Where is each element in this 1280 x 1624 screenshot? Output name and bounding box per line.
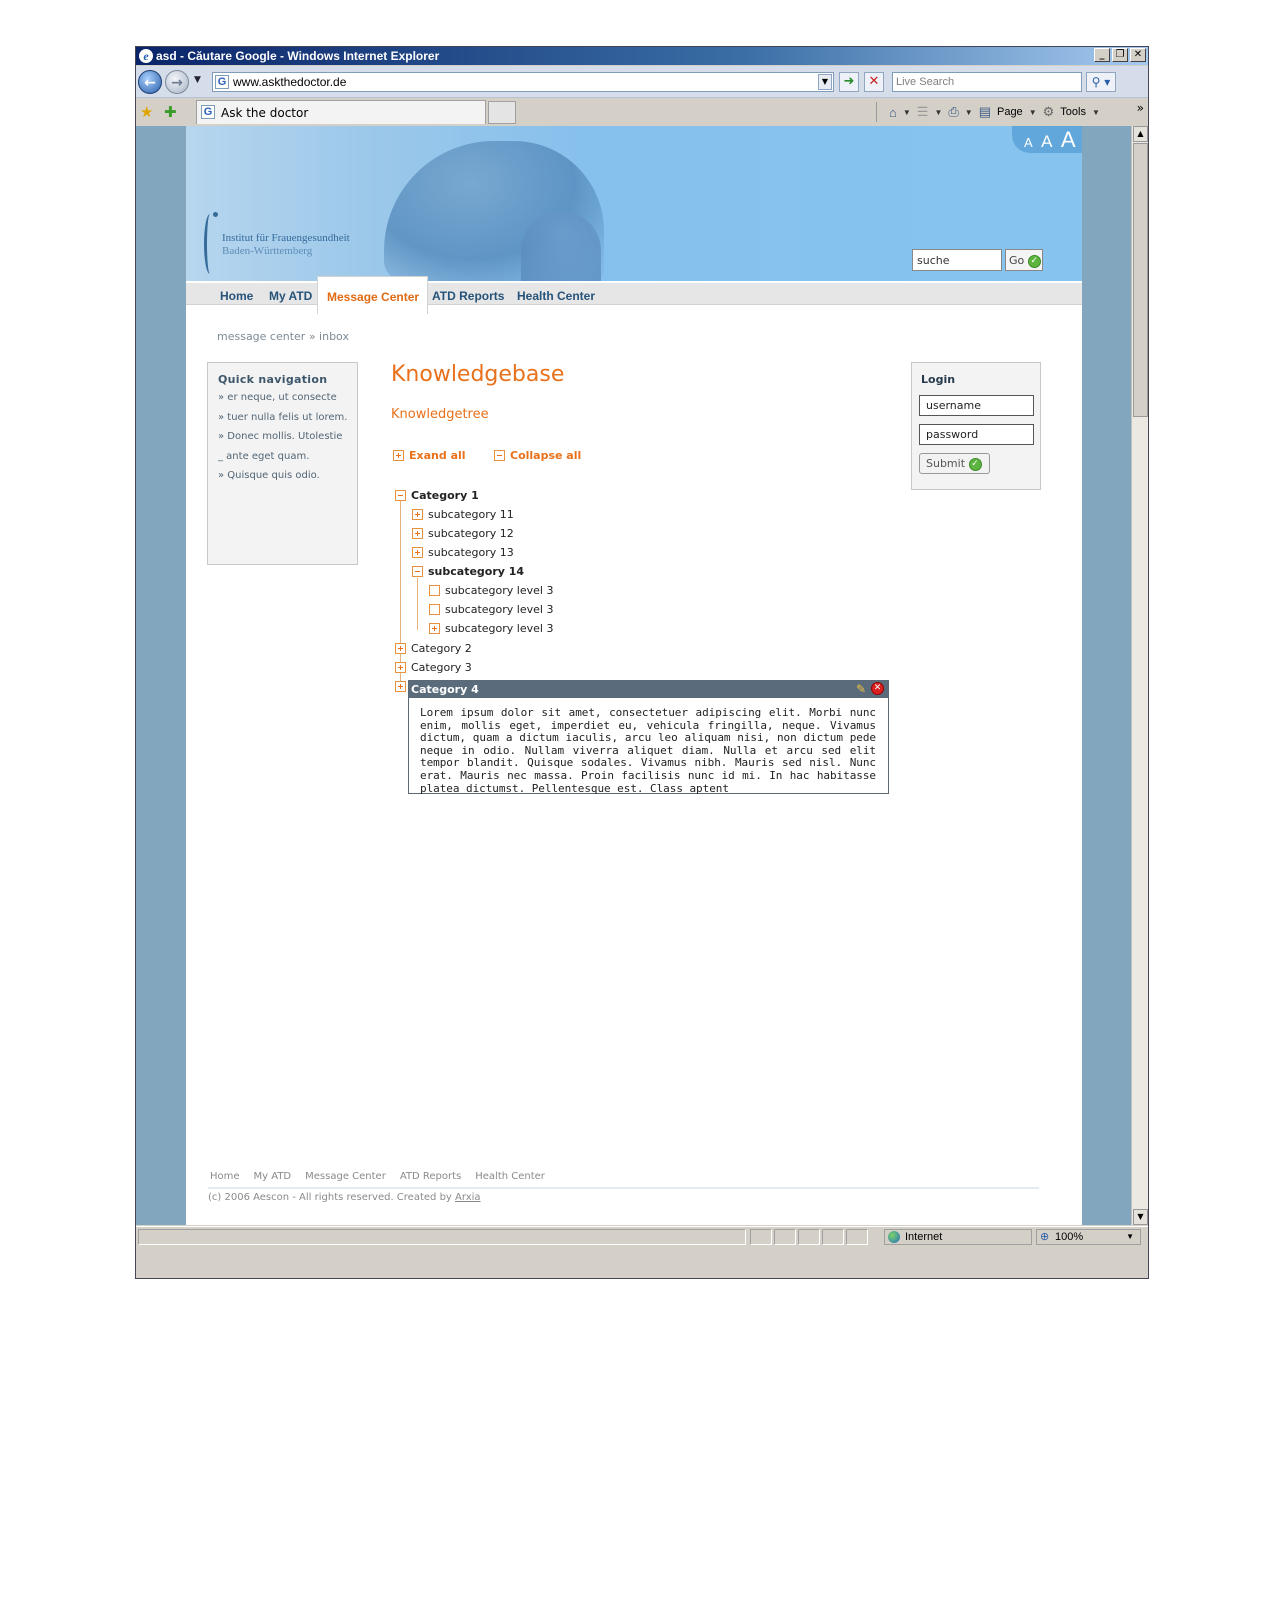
print-icon[interactable]: ⎙	[948, 104, 959, 119]
tree-node-label: subcategory 13	[428, 546, 514, 559]
status-text-cell	[138, 1229, 746, 1245]
tree-node-level-3[interactable]	[429, 622, 553, 635]
status-cell	[822, 1229, 844, 1245]
section-subtitle: Knowledgetree	[391, 407, 489, 422]
scroll-up-icon[interactable]: ▲	[1133, 126, 1148, 142]
copyright	[208, 1192, 481, 1203]
tree-node-category-4[interactable]	[395, 681, 406, 692]
content-viewport	[136, 126, 1131, 1225]
url-text: www.askthedoctor.de	[233, 75, 347, 89]
expand-icon[interactable]	[429, 623, 440, 634]
home-icon[interactable]: ⌂	[889, 104, 897, 120]
search-icon[interactable]: ⚲ ▾	[1086, 72, 1116, 92]
tree-node-label: subcategory level 3	[445, 584, 554, 597]
web-page	[186, 126, 1082, 1225]
site-header	[186, 126, 1082, 281]
submit-button[interactable]	[919, 453, 990, 474]
tools-gear-icon: ⚙	[1042, 104, 1055, 119]
tree-node-label: Category 3	[411, 661, 472, 674]
status-bar	[136, 1226, 1148, 1246]
feeds-icon[interactable]: ☰	[916, 104, 929, 119]
site-logo[interactable]	[222, 232, 350, 258]
collapse-icon[interactable]	[412, 566, 423, 577]
leaf-icon	[429, 604, 440, 615]
checkmark-icon: ✓	[1028, 255, 1041, 268]
browser-tab[interactable]	[196, 100, 486, 124]
tree-node-subcategory-11[interactable]	[412, 508, 514, 521]
separator	[876, 102, 877, 122]
site-favicon-icon: G	[215, 75, 229, 89]
expand-icon[interactable]	[412, 509, 423, 520]
tree-node-category-1[interactable]	[395, 489, 479, 502]
add-favorite-icon[interactable]: ✚	[164, 103, 177, 121]
tree-connector-line	[400, 500, 401, 686]
nav-atd-reports[interactable]: ATD Reports	[432, 289, 505, 303]
go-label: Go	[1009, 254, 1025, 267]
nav-home[interactable]: Home	[220, 289, 254, 303]
title-bar	[136, 47, 1148, 65]
creator-link[interactable]: Arxia	[455, 1192, 481, 1203]
expand-icon[interactable]	[395, 681, 406, 692]
logo-icon	[204, 214, 216, 274]
tree-node-label: Category 2	[411, 642, 472, 655]
forward-button[interactable]: →	[165, 70, 189, 94]
expand-icon[interactable]	[395, 643, 406, 654]
category-detail-popup	[408, 680, 889, 794]
quick-nav-item[interactable]: » er neque, ut consecte	[218, 392, 337, 403]
print-dropdown-icon[interactable]: ▼	[964, 107, 973, 117]
tree-node-label: subcategory 14	[428, 565, 525, 578]
quick-nav-item[interactable]: » tuer nulla felis ut lorem.	[218, 411, 348, 423]
nav-message-center[interactable]: Message Center	[317, 276, 428, 314]
footer-link-home[interactable]: Home	[210, 1171, 240, 1182]
nav-my-atd[interactable]: My ATD	[269, 289, 313, 303]
zone-label: Internet	[905, 1231, 943, 1243]
header-photo-shoulder	[521, 211, 601, 281]
quick-nav-title: Quick navigation	[218, 373, 328, 386]
zoom-control[interactable]	[1036, 1229, 1141, 1245]
tree-node-label: Category 1	[411, 489, 479, 502]
tab-bar	[136, 99, 1148, 125]
page-dropdown-icon[interactable]: ▼	[1028, 107, 1037, 117]
tree-node-subcategory-12[interactable]	[412, 527, 514, 540]
expand-icon[interactable]	[412, 547, 423, 558]
plus-icon	[393, 450, 404, 461]
tree-node-label: subcategory 11	[428, 508, 514, 521]
expand-icon[interactable]	[395, 662, 406, 673]
tools-dropdown-icon[interactable]: ▼	[1091, 107, 1100, 117]
address-toolbar	[136, 66, 1148, 98]
tree-node-label: subcategory level 3	[445, 622, 554, 635]
tree-node-level-3[interactable]	[429, 584, 553, 597]
main-navigation	[186, 281, 1082, 305]
site-search-input[interactable]: suche	[912, 249, 1002, 271]
close-icon[interactable]: ✕	[871, 682, 884, 695]
window-title: asd - Căutare Google - Windows Internet Explorer	[156, 49, 440, 63]
expand-icon[interactable]	[412, 528, 423, 539]
home-dropdown-icon[interactable]: ▼	[902, 107, 911, 117]
collapse-all-label: Collapse all	[510, 449, 582, 462]
tree-node-subcategory-13[interactable]	[412, 546, 514, 559]
status-cell	[798, 1229, 820, 1245]
feeds-dropdown-icon[interactable]: ▼	[934, 107, 943, 117]
footer-divider	[208, 1187, 1039, 1189]
internet-globe-icon	[888, 1231, 900, 1243]
username-field[interactable]: username	[919, 395, 1034, 416]
status-cell	[750, 1229, 772, 1245]
tree-node-label: subcategory 12	[428, 527, 514, 540]
logo-line-2: Baden-Württemberg	[222, 245, 313, 257]
window-controls	[1094, 48, 1146, 62]
login-title: Login	[921, 373, 956, 386]
expand-all-label: Exand all	[409, 449, 466, 462]
quick-navigation-box	[207, 362, 358, 565]
logo-dot-icon	[213, 212, 218, 217]
tree-node-subcategory-14[interactable]	[412, 565, 524, 578]
status-cell	[846, 1229, 868, 1245]
tab-favicon-icon: G	[201, 105, 215, 119]
vertical-scrollbar[interactable]	[1131, 126, 1148, 1225]
tree-node-category-3[interactable]	[395, 661, 472, 674]
font-size-medium[interactable]: A	[1041, 132, 1053, 151]
page-title: Knowledgebase	[391, 362, 565, 387]
copyright-text: (c) 2006 Aescon - All rights reserved. Created by	[208, 1192, 452, 1203]
live-search-input[interactable]: Live Search	[892, 72, 1082, 92]
zoom-magnifier-icon: ⊕	[1040, 1231, 1050, 1243]
logo-line-1: Institut für Frauengesundheit	[222, 232, 350, 244]
address-dropdown-icon[interactable]: ▼	[818, 74, 832, 90]
footer-link-health-center[interactable]: Health Center	[475, 1171, 545, 1182]
quick-nav-item[interactable]: » Donec mollis. Utolestie	[218, 431, 343, 442]
quick-nav-list	[218, 392, 347, 490]
popup-text: Lorem ipsum dolor sit amet, consectetuer adipiscing elit. Morbi nunc enim, mollis eget, imperdiet eu, vehicula fringilla, neque. Vivamus dictum, quam a dictum iaculis, arcu leo aliquam nisi, non dictum pede neque in odio. Nullam viverra aliquet diam. Nulla et arcu sed elit tempor blandit. Quisque sodales. Vivamus nibh. Mauris sed nisl. Nunc erat. Mauris nec massa. Proin facilisis nunc id mi. In hac habitasse platea dictumst. Pellentesque est. Class aptent	[420, 706, 876, 795]
chevron-more-icon[interactable]: »	[1136, 101, 1144, 115]
back-button[interactable]: ←	[138, 70, 162, 94]
browser-window	[135, 46, 1149, 1279]
footer-link-message-center[interactable]: Message Center	[305, 1171, 386, 1182]
checkmark-icon: ✓	[969, 458, 982, 471]
site-search-go-button[interactable]	[1005, 249, 1043, 271]
tab-title: Ask the doctor	[221, 106, 309, 120]
ie-logo-icon: e	[139, 49, 153, 63]
font-size-controls	[1012, 126, 1082, 153]
footer-links	[210, 1171, 545, 1182]
tree-node-label: subcategory level 3	[445, 603, 554, 616]
tree-node-category-2[interactable]	[395, 642, 472, 655]
security-zone[interactable]	[884, 1229, 1032, 1245]
favorites-star-icon[interactable]: ★	[140, 103, 154, 121]
scrollbar-thumb[interactable]	[1133, 143, 1148, 417]
login-box	[911, 362, 1041, 490]
expand-all-button[interactable]	[393, 449, 466, 462]
font-size-large[interactable]: A	[1060, 127, 1076, 152]
footer-link-atd-reports[interactable]: ATD Reports	[399, 1171, 462, 1182]
leaf-icon	[429, 585, 440, 596]
collapse-all-button[interactable]	[494, 449, 581, 462]
quick-nav-item[interactable]: _ ante eget quam.	[218, 450, 310, 462]
new-tab-button[interactable]	[488, 101, 516, 124]
password-field[interactable]: password	[919, 424, 1034, 445]
zoom-level: 100%	[1055, 1231, 1084, 1243]
scroll-down-icon[interactable]: ▼	[1133, 1209, 1148, 1225]
quick-nav-item[interactable]: » Quisque quis odio.	[218, 470, 320, 481]
tree-node-level-3[interactable]	[429, 603, 553, 616]
history-dropdown-icon[interactable]: ▼	[194, 75, 201, 85]
stop-button[interactable]: ✕	[864, 72, 884, 92]
popup-title: Category 4	[411, 683, 479, 696]
status-cell	[774, 1229, 796, 1245]
close-window-button[interactable]: ✕	[1130, 48, 1146, 62]
page-icon: ▤	[978, 104, 991, 119]
font-size-small[interactable]: A	[1024, 135, 1033, 150]
page-menu[interactable]: Page	[996, 106, 1023, 118]
go-arrow-button[interactable]: ➜	[839, 72, 859, 92]
command-bar	[876, 102, 1100, 122]
breadcrumb[interactable]: message center » inbox	[217, 330, 349, 343]
zoom-dropdown-icon[interactable]: ▼	[1126, 1232, 1134, 1241]
minimize-button[interactable]: _	[1094, 48, 1110, 62]
popup-header	[409, 681, 888, 698]
address-field[interactable]	[212, 72, 834, 92]
footer-link-my-atd[interactable]: My ATD	[253, 1171, 292, 1182]
restore-button[interactable]: ❐	[1112, 48, 1128, 62]
edit-pencil-icon[interactable]: ✎	[855, 682, 866, 696]
minus-icon	[494, 450, 505, 461]
tree-connector-line	[417, 578, 418, 630]
nav-health-center[interactable]: Health Center	[517, 289, 596, 303]
collapse-icon[interactable]	[395, 490, 406, 501]
tools-menu[interactable]: Tools	[1060, 106, 1086, 118]
submit-label: Submit	[926, 457, 966, 470]
